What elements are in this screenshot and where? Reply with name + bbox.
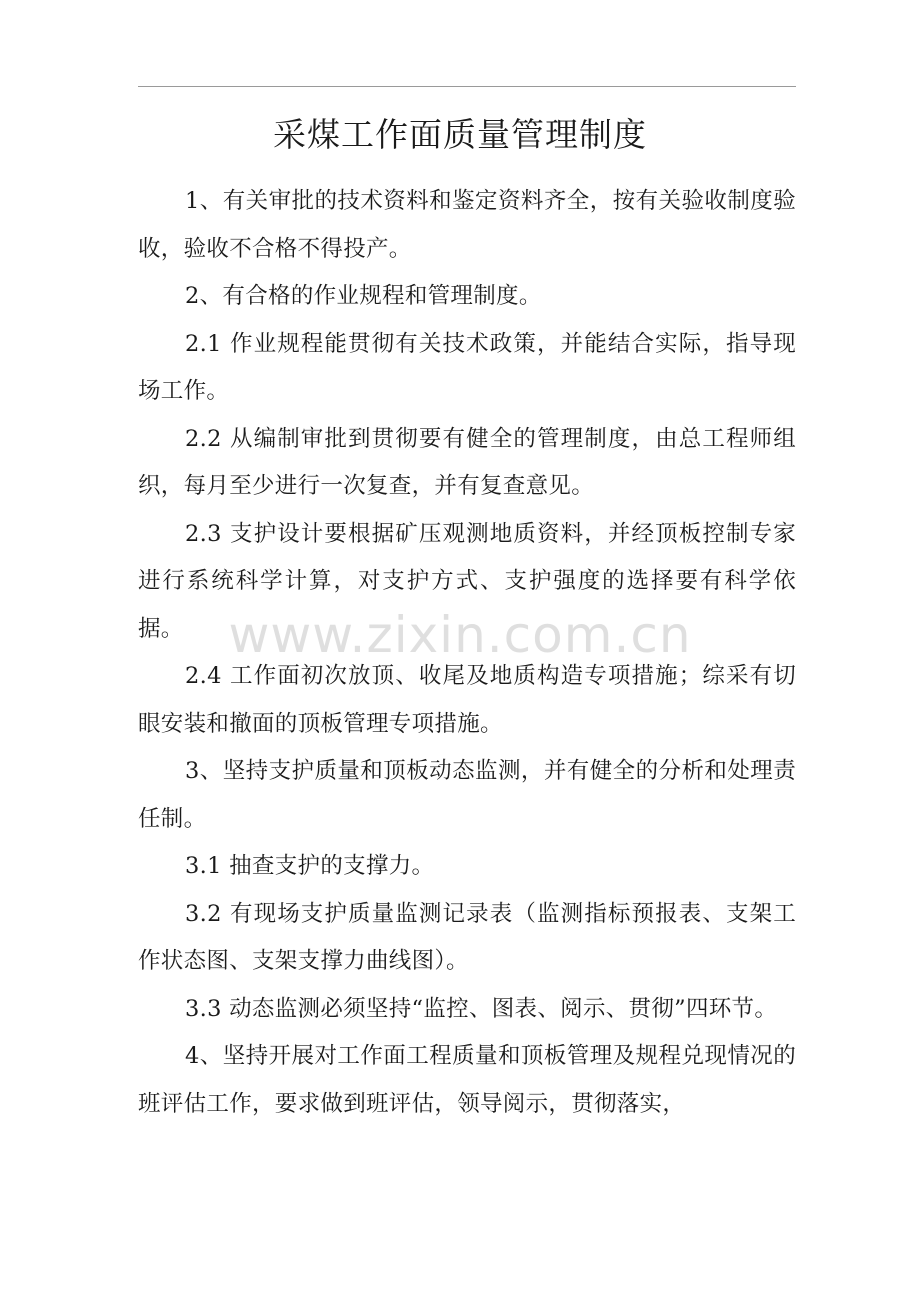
paragraph-3: 3、坚持支护质量和顶板动态监测，并有健全的分析和处理责任制。 [138, 758, 796, 832]
document-body [138, 178, 796, 1128]
paragraph-1: 1、有关审批的技术资料和鉴定资料齐全，按有关验收制度验收，验收不合格不得投产。 [138, 188, 796, 262]
watermark: www.zixin.com.cn [228, 606, 692, 664]
paragraph-2-2: 2.2 从编制审批到贯彻要有健全的管理制度，由总工程师组织，每月至少进行一次复查，并有复查意见。 [138, 425, 796, 499]
paragraph-2: 2、有合格的作业规程和管理制度。 [185, 283, 542, 309]
header-rule [138, 86, 796, 87]
paragraph-3-3: 3.3 动态监测必须坚持“监控、图表、阅示、贯彻”四环节。 [185, 995, 778, 1022]
paragraph-3-2: 3.2 有现场支护质量监测记录表（监测指标预报表、支架工作状态图、支架支撑力曲线图）。 [138, 900, 796, 974]
paragraph-2-3: 2.3 支护设计要根据矿压观测地质资料，并经顶板控制专家进行系统科学计算，对支护方式、支护强度的选择要有科学依据。 [138, 520, 796, 642]
paragraph-2-4: 2.4 工作面初次放顶、收尾及地质构造专项措施；综采有切眼安装和撤面的顶板管理专项措施。 [138, 663, 796, 737]
paragraph-3-1: 3.1 抽查支护的支撑力。 [185, 853, 435, 879]
document-title: 采煤工作面质量管理制度 [273, 115, 647, 154]
paragraph-2-1: 2.1 作业规程能贯彻有关技术政策，并能结合实际，指导现场工作。 [138, 330, 796, 404]
paragraph-4: 4、坚持开展对工作面工程质量和顶板管理及规程兑现情况的班评估工作，要求做到班评估，领导阅示，贯彻落实， [138, 1043, 796, 1117]
